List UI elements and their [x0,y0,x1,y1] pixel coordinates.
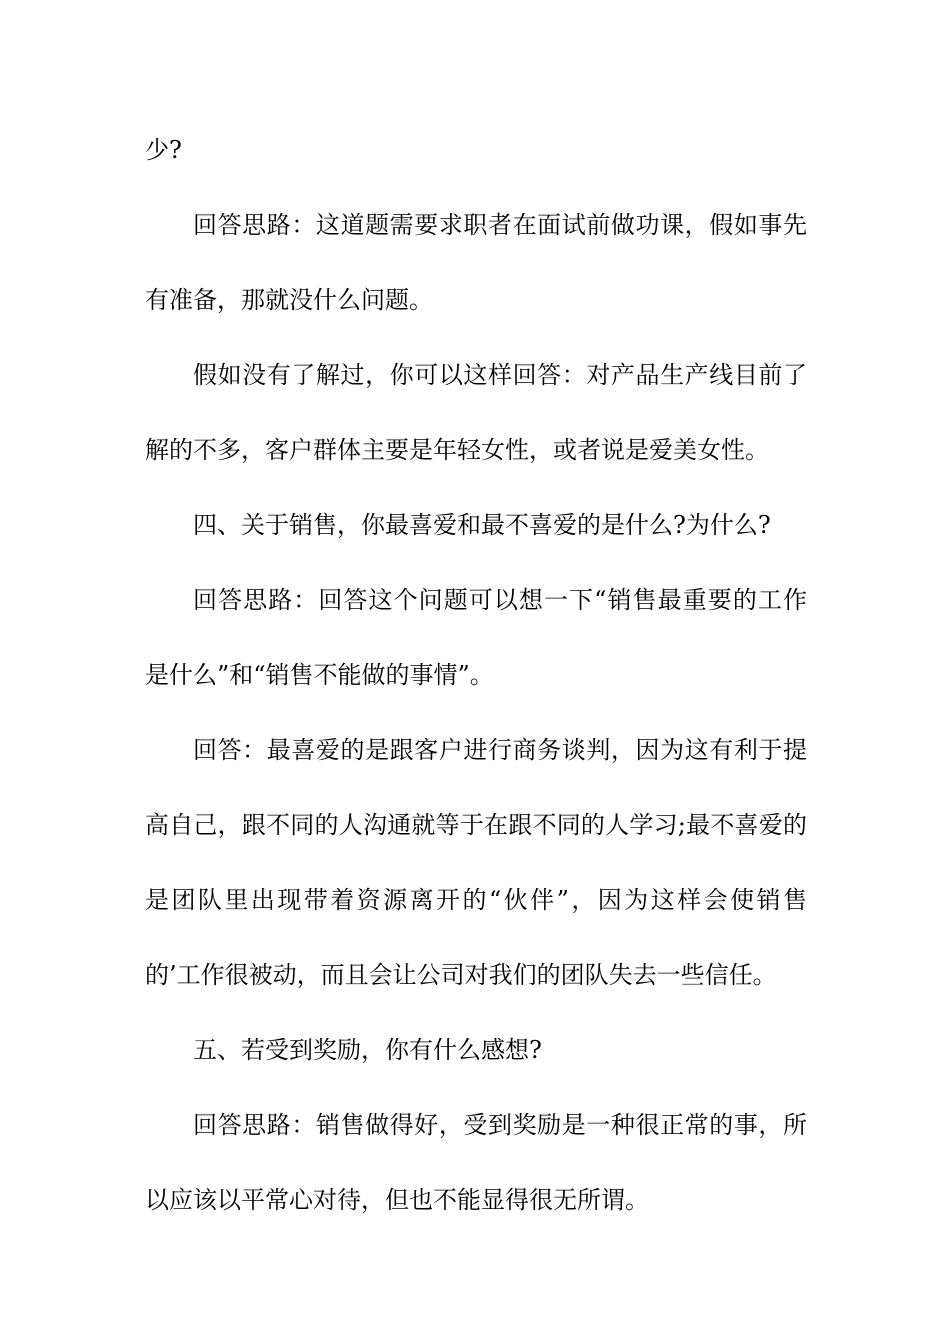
text-line-continuation: 少? [145,136,182,164]
text-line-answer: 回答：最喜爱的是跟客户进行商务谈判，因为这有利于提 [193,736,807,764]
text-line-answer-approach-2: 回答思路：回答这个问题可以想一下“销售最重要的工作 [193,586,807,614]
question-heading-4: 四、关于销售，你最喜爱和最不喜爱的是什么?为什么? [193,511,771,539]
question-heading-5: 五、若受到奖励，你有什么感想? [193,1036,542,1064]
text-line-answer-cont-3: 的’工作很被动，而且会让公司对我们的团队失去一些信任。 [145,961,777,989]
text-line-answer-cont-2: 是团队里出现带着资源离开的“伙伴”，因为这样会使销售 [145,886,807,914]
text-line-answer-approach-1: 回答思路：这道题需要求职者在面试前做功课，假如事先 [193,211,807,239]
text-line-answer-approach-2-cont: 是什么”和“销售不能做的事情”。 [145,661,494,689]
text-line-answer-approach-3-cont: 以应该以平常心对待，但也不能显得很无所谓。 [145,1186,649,1214]
text-line-sample-answer: 假如没有了解过，你可以这样回答：对产品生产线目前了 [193,361,807,389]
text-line-answer-approach-3: 回答思路：销售做得好，受到奖励是一种很正常的事，所 [193,1111,807,1139]
text-line-answer-cont-1: 高自己，跟不同的人沟通就等于在跟不同的人学习;最不喜爱的 [145,811,807,839]
text-line-answer-approach-1-cont: 有准备，那就没什么问题。 [145,286,433,314]
text-line-sample-answer-cont: 解的不多，客户群体主要是年轻女性，或者说是爱美女性。 [145,436,769,464]
